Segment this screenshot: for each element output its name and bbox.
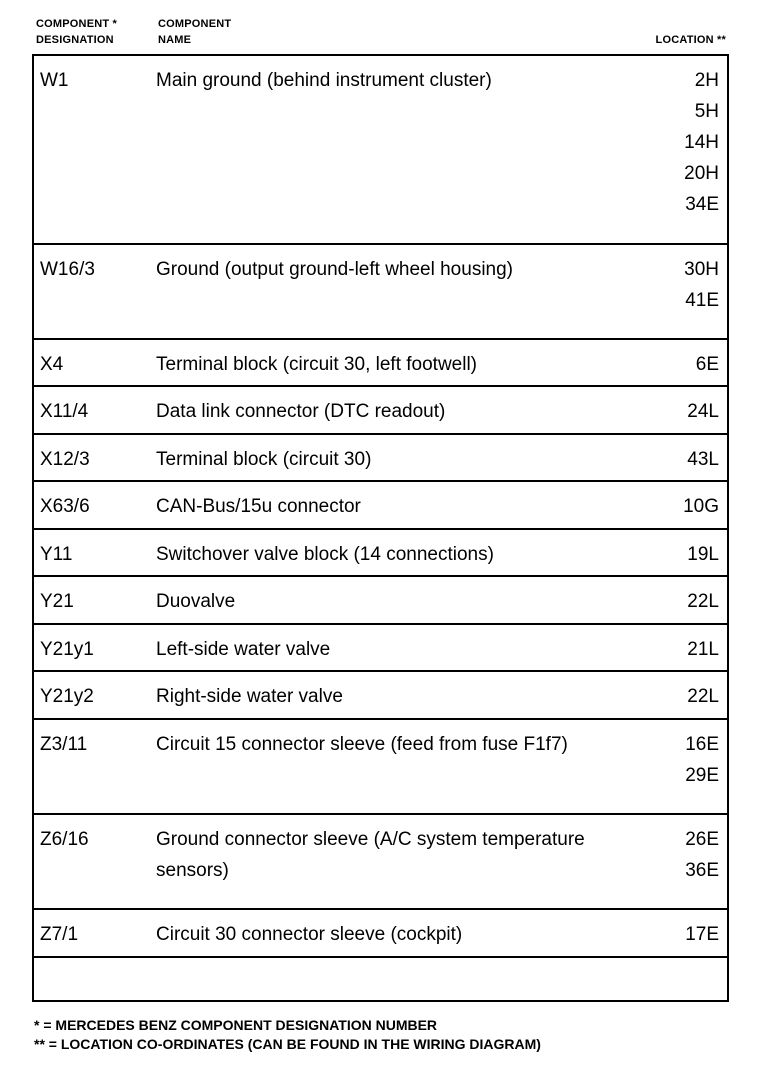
- location-coordinate: 6E: [695, 354, 719, 375]
- location-coordinate: 17E: [685, 924, 719, 945]
- component-name: Data link connector (DTC readout): [156, 401, 446, 422]
- table-row: [34, 958, 727, 1000]
- component-name: Left-side water valve: [156, 639, 331, 660]
- component-location: [696, 349, 719, 380]
- location-coordinate: 21L: [687, 639, 719, 660]
- component-name: Terminal block (circuit 30, left footwell): [156, 354, 477, 375]
- table-row: [34, 577, 727, 625]
- component-location: [687, 396, 719, 427]
- component-name: Circuit 30 connector sleeve (cockpit): [156, 924, 463, 945]
- component-name: Main ground (behind instrument cluster): [156, 70, 492, 91]
- component-name: Ground (output ground-left wheel housing): [156, 259, 514, 280]
- table-row: [34, 815, 727, 910]
- component-designation: Y11: [40, 544, 73, 565]
- location-coordinate: 36E: [685, 860, 719, 881]
- location-coordinate: 20H: [684, 163, 719, 184]
- component-name: Right-side water valve: [156, 686, 343, 707]
- component-name: Duovalve: [156, 591, 236, 612]
- component-designation: W1: [40, 70, 69, 91]
- location-coordinate: 22L: [687, 686, 719, 707]
- location-coordinate: 24L: [687, 401, 719, 422]
- table-row: [34, 387, 727, 435]
- location-coordinate: 26E: [685, 829, 719, 850]
- component-designation: Z3/11: [40, 734, 88, 755]
- table-row: [34, 482, 727, 530]
- location-coordinate: 16E: [685, 734, 719, 755]
- component-name: CAN-Bus/15u connector: [156, 496, 361, 517]
- component-location: [685, 729, 719, 791]
- component-name: Ground connector sleeve (A/C system temperature sensors): [156, 829, 585, 881]
- location-coordinate: 2H: [694, 70, 719, 91]
- component-location: [687, 586, 719, 617]
- table-row: [34, 530, 727, 577]
- table-row: [34, 625, 727, 672]
- component-name: Switchover valve block (14 connections): [156, 544, 494, 565]
- component-table: [32, 54, 729, 1002]
- table-row: [34, 435, 727, 482]
- component-designation: X12/3: [40, 449, 90, 470]
- footnotes: [34, 1016, 541, 1054]
- component-designation: Z6/16: [40, 829, 89, 850]
- location-coordinate: 34E: [685, 194, 719, 215]
- component-designation: Y21y1: [40, 639, 94, 660]
- component-designation: Y21y2: [40, 686, 94, 707]
- location-coordinate: 5H: [694, 101, 719, 122]
- location-coordinate: 10G: [683, 496, 719, 517]
- location-coordinate: 19L: [687, 544, 719, 565]
- component-location: [687, 444, 719, 475]
- table-row: [34, 245, 727, 340]
- component-location: [687, 681, 719, 712]
- component-designation: Z7/1: [40, 924, 79, 945]
- table-row: [34, 340, 727, 387]
- location-coordinate: 22L: [687, 591, 719, 612]
- location-coordinate: 43L: [687, 449, 719, 470]
- component-designation: X4: [40, 354, 64, 375]
- component-location: [685, 824, 719, 886]
- location-coordinate: 29E: [685, 765, 719, 786]
- component-location: [684, 254, 719, 316]
- header-location: LOCATION **: [655, 34, 726, 46]
- table-row: [34, 672, 727, 720]
- location-coordinate: 41E: [685, 290, 719, 311]
- table-row: [34, 720, 727, 815]
- component-location: [687, 539, 719, 570]
- component-location: [687, 634, 719, 665]
- component-location: [683, 491, 719, 522]
- table-row: [34, 910, 727, 958]
- location-coordinate: 30H: [684, 259, 719, 280]
- component-location: [684, 65, 719, 220]
- component-name: Terminal block (circuit 30): [156, 449, 372, 470]
- header-component-name: COMPONENT NAME: [158, 18, 232, 46]
- footnote-location: ** = LOCATION CO-ORDINATES (CAN BE FOUND IN THE WIRING DIAGRAM): [34, 1036, 541, 1052]
- location-coordinate: 14H: [684, 132, 719, 153]
- component-location: [685, 919, 719, 950]
- component-designation: Y21: [40, 591, 74, 612]
- footnote-designation: * = MERCEDES BENZ COMPONENT DESIGNATION NUMBER: [34, 1017, 438, 1033]
- header-designation: COMPONENT * DESIGNATION: [36, 18, 118, 46]
- table-row: [34, 56, 727, 245]
- component-designation: W16/3: [40, 259, 95, 280]
- component-name: Circuit 15 connector sleeve (feed from fuse F1f7): [156, 734, 568, 755]
- component-designation: X11/4: [40, 401, 89, 422]
- component-designation: X63/6: [40, 496, 90, 517]
